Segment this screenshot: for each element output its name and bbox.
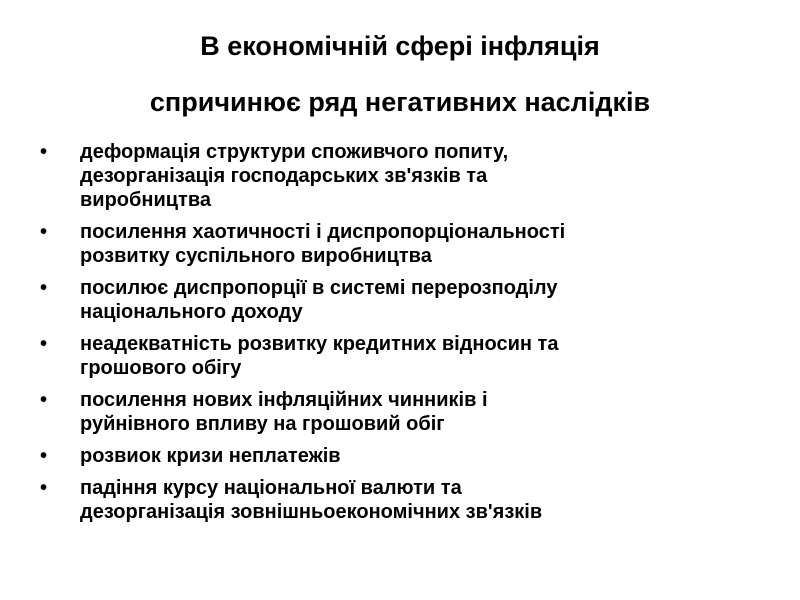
bullet-text-line: грошового обігу bbox=[80, 357, 242, 379]
title-line: В економічній сфері інфляція bbox=[200, 31, 600, 61]
bullet-item bbox=[40, 444, 780, 468]
bullet-text-line: неадекватність розвитку кредитних відносин та bbox=[80, 333, 559, 355]
bullet-text-line: падіння курсу національної валюти та bbox=[80, 477, 462, 499]
bullet-text-line: посилює диспропорції в системі перерозподілу bbox=[80, 277, 558, 299]
bullet-text-line: розвиок кризи неплатежів bbox=[80, 445, 341, 467]
bullet-item bbox=[40, 476, 780, 524]
bullet-text-line: деформація структури споживчого попиту, bbox=[80, 141, 509, 163]
bullet-item bbox=[40, 220, 780, 268]
bullet-text-line: руйнівного впливу на грошовий обіг bbox=[80, 413, 445, 435]
bullet-icon: • bbox=[40, 477, 48, 499]
bullet-list bbox=[40, 140, 780, 532]
bullet-icon: • bbox=[40, 333, 48, 355]
bullet-icon: • bbox=[40, 445, 48, 467]
bullet-item bbox=[40, 332, 780, 380]
bullet-item bbox=[40, 388, 780, 436]
bullet-text-line: виробництва bbox=[80, 189, 211, 211]
bullet-icon: • bbox=[40, 221, 48, 243]
bullet-text-line: дезорганізація зовнішньоекономічних зв'язків bbox=[80, 501, 543, 523]
title-line: спричинює ряд негативних наслідків bbox=[149, 87, 651, 117]
bullet-text-line: посилення нових інфляційних чинників і bbox=[80, 389, 488, 411]
bullet-item bbox=[40, 276, 780, 324]
bullet-icon: • bbox=[40, 277, 48, 299]
bullet-text-line: національного доходу bbox=[80, 301, 303, 323]
bullet-icon: • bbox=[40, 141, 48, 163]
bullet-icon: • bbox=[40, 389, 48, 411]
bullet-text-line: розвитку суспільного виробництва bbox=[80, 245, 432, 267]
slide-title bbox=[0, 18, 800, 130]
bullet-text-line: дезорганізація господарських зв'язків та bbox=[80, 165, 488, 187]
bullet-item bbox=[40, 140, 780, 212]
bullet-text-line: посилення хаотичності і диспропорціональності bbox=[80, 221, 566, 243]
